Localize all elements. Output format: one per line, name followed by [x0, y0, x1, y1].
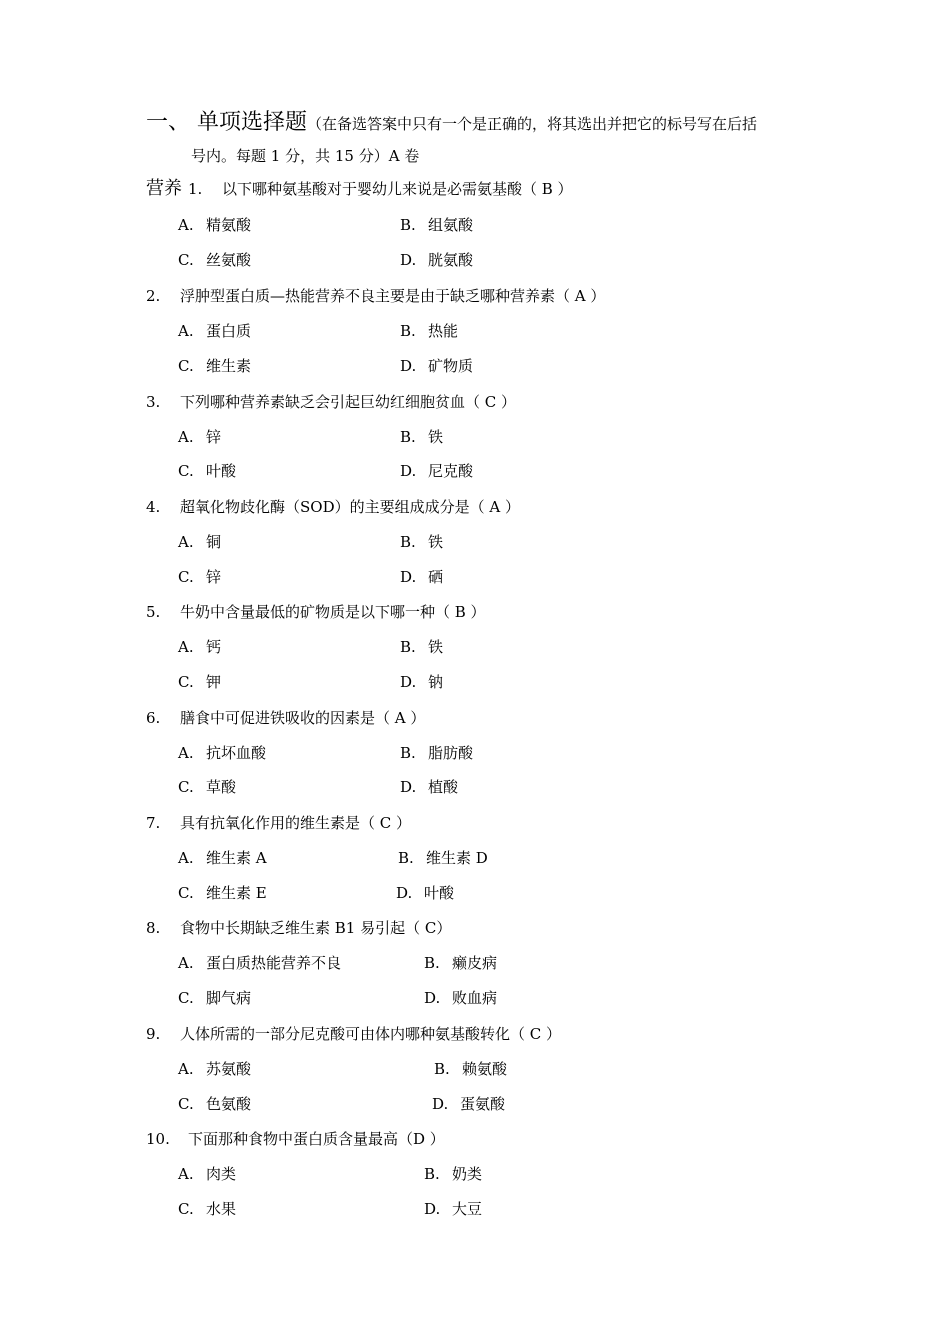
option-text: 色氨酸: [206, 1095, 252, 1113]
option-label: A.: [178, 322, 194, 340]
option-b: [400, 636, 443, 658]
question-number: 4.: [146, 498, 161, 516]
question-number: 5.: [146, 603, 161, 621]
question-9: [146, 1023, 561, 1045]
question-text: 食物中长期缺乏维生素 B1 易引起（ C）: [180, 919, 452, 937]
option-text: 脚气病: [206, 989, 252, 1007]
option-text: 维生素 D: [426, 849, 488, 867]
option-label: C.: [178, 673, 194, 691]
option-a: [178, 1058, 251, 1080]
option-a: [178, 742, 266, 764]
question-text: 浮肿型蛋白质—热能营养不良主要是由于缺乏哪种营养素（ A ）: [180, 287, 606, 305]
question-text: 具有抗氧化作用的维生素是（ C ）: [180, 814, 412, 832]
option-text: 铁: [428, 428, 444, 446]
option-b: [434, 1058, 507, 1080]
option-label: B.: [434, 1060, 450, 1078]
option-label: D.: [400, 357, 417, 375]
question-text: 下列哪种营养素缺乏会引起巨幼红细胞贫血（ C ）: [180, 393, 517, 411]
option-label: B.: [400, 744, 416, 762]
question-10: [146, 1128, 445, 1150]
section-title: 一、 单项选择题: [146, 110, 307, 135]
option-label: D.: [396, 884, 413, 902]
section-note-line2: 号内。每题 1 分，共 15 分）A 卷: [191, 147, 420, 165]
option-text: 钠: [428, 673, 444, 691]
option-a: [178, 531, 221, 553]
option-label: B.: [424, 954, 440, 972]
option-c: [178, 987, 251, 1009]
option-text: 尼克酸: [428, 462, 474, 480]
option-label: A.: [178, 428, 194, 446]
question-number: 1.: [188, 180, 203, 198]
option-label: A.: [178, 744, 194, 762]
question-7: [146, 812, 411, 834]
option-text: 水果: [206, 1200, 237, 1218]
question-number: 7.: [146, 814, 161, 832]
question-number: 10.: [146, 1130, 170, 1148]
option-c: [178, 671, 221, 693]
option-label: D.: [400, 251, 417, 269]
option-d: [400, 460, 473, 482]
option-label: A.: [178, 849, 194, 867]
option-label: B.: [400, 216, 416, 234]
option-label: A.: [178, 216, 194, 234]
option-c: [178, 249, 251, 271]
option-label: D.: [424, 1200, 441, 1218]
question-text: 膳食中可促进铁吸收的因素是（ A ）: [180, 709, 426, 727]
option-text: 苏氨酸: [206, 1060, 252, 1078]
option-label: D.: [424, 989, 441, 1007]
question-text: 牛奶中含量最低的矿物质是以下哪一种（ B ）: [180, 603, 486, 621]
option-label: B.: [400, 533, 416, 551]
option-a: [178, 426, 221, 448]
option-b: [400, 214, 473, 236]
option-text: 癞皮病: [452, 954, 498, 972]
option-label: C.: [178, 568, 194, 586]
option-label: C.: [178, 989, 194, 1007]
section-heading: [146, 108, 757, 139]
question-4: [146, 496, 520, 518]
option-text: 铁: [428, 638, 444, 656]
option-d: [400, 671, 443, 693]
option-label: A.: [178, 1060, 194, 1078]
option-a: [178, 1163, 236, 1185]
option-text: 精氨酸: [206, 216, 252, 234]
option-d: [400, 776, 458, 798]
option-a: [178, 214, 251, 236]
question-3: [146, 391, 516, 413]
option-text: 叶酸: [424, 884, 455, 902]
option-text: 败血病: [452, 989, 498, 1007]
option-a: [178, 320, 251, 342]
option-label: B.: [400, 638, 416, 656]
section-note-line1: （在备选答案中只有一个是正确的，将其选出并把它的标号写在后括: [307, 115, 758, 133]
question-number: 8.: [146, 919, 161, 937]
option-text: 赖氨酸: [462, 1060, 508, 1078]
option-text: 胱氨酸: [428, 251, 474, 269]
option-label: C.: [178, 462, 194, 480]
subject-prefix: 营养: [146, 178, 182, 199]
option-d: [396, 882, 454, 904]
option-text: 锌: [206, 428, 222, 446]
option-d: [400, 566, 443, 588]
option-text: 大豆: [452, 1200, 483, 1218]
option-c: [178, 776, 236, 798]
option-text: 植酸: [428, 778, 459, 796]
question-text: 以下哪种氨基酸对于婴幼儿来说是必需氨基酸（ B ）: [222, 180, 573, 198]
option-label: D.: [400, 462, 417, 480]
option-a: [178, 847, 267, 869]
option-text: 脂肪酸: [428, 744, 474, 762]
option-c: [178, 1093, 251, 1115]
option-a: [178, 636, 221, 658]
question-text: 下面那种食物中蛋白质含量最高（D ）: [188, 1130, 445, 1148]
option-label: C.: [178, 1200, 194, 1218]
option-text: 硒: [428, 568, 444, 586]
option-text: 维生素 E: [206, 884, 267, 902]
option-text: 钾: [206, 673, 222, 691]
option-b: [400, 742, 473, 764]
option-b: [400, 531, 443, 553]
option-text: 蛋白质: [206, 322, 252, 340]
option-label: B.: [424, 1165, 440, 1183]
option-label: B.: [400, 428, 416, 446]
option-text: 草酸: [206, 778, 237, 796]
option-c: [178, 566, 221, 588]
option-label: A.: [178, 638, 194, 656]
option-label: A.: [178, 533, 194, 551]
question-number: 9.: [146, 1025, 161, 1043]
option-a: [178, 952, 341, 974]
option-d: [424, 987, 497, 1009]
option-text: 铁: [428, 533, 444, 551]
option-text: 蛋氨酸: [460, 1095, 506, 1113]
option-text: 铜: [206, 533, 222, 551]
option-b: [400, 320, 458, 342]
option-text: 热能: [428, 322, 459, 340]
option-label: B.: [398, 849, 414, 867]
option-text: 钙: [206, 638, 222, 656]
option-label: C.: [178, 884, 194, 902]
option-d: [400, 249, 473, 271]
option-text: 组氨酸: [428, 216, 474, 234]
option-label: D.: [432, 1095, 449, 1113]
option-c: [178, 460, 236, 482]
question-2: [146, 285, 605, 307]
option-text: 维生素 A: [206, 849, 267, 867]
question-number: 6.: [146, 709, 161, 727]
option-c: [178, 355, 251, 377]
question-6: [146, 707, 425, 729]
option-label: C.: [178, 357, 194, 375]
option-label: C.: [178, 251, 194, 269]
option-text: 奶类: [452, 1165, 483, 1183]
option-label: B.: [400, 322, 416, 340]
question-8: [146, 917, 451, 939]
option-c: [178, 882, 267, 904]
option-b: [424, 952, 497, 974]
question-number: 2.: [146, 287, 161, 305]
option-b: [400, 426, 443, 448]
option-d: [432, 1093, 505, 1115]
option-text: 叶酸: [206, 462, 237, 480]
option-text: 丝氨酸: [206, 251, 252, 269]
question-text: 人体所需的一部分尼克酸可由体内哪种氨基酸转化（ C ）: [180, 1025, 562, 1043]
option-label: D.: [400, 778, 417, 796]
option-d: [400, 355, 473, 377]
question-1: [146, 178, 573, 200]
option-c: [178, 1198, 236, 1220]
option-label: C.: [178, 778, 194, 796]
option-d: [424, 1198, 482, 1220]
option-label: A.: [178, 1165, 194, 1183]
option-label: C.: [178, 1095, 194, 1113]
option-text: 矿物质: [428, 357, 474, 375]
question-5: [146, 601, 486, 623]
option-text: 维生素: [206, 357, 252, 375]
question-text: 超氧化物歧化酶（SOD）的主要组成成分是（ A ）: [180, 498, 520, 516]
option-text: 蛋白质热能营养不良: [206, 954, 342, 972]
option-label: D.: [400, 673, 417, 691]
option-text: 肉类: [206, 1165, 237, 1183]
option-text: 锌: [206, 568, 222, 586]
option-b: [398, 847, 488, 869]
option-label: A.: [178, 954, 194, 972]
option-text: 抗坏血酸: [206, 744, 267, 762]
option-label: D.: [400, 568, 417, 586]
question-number: 3.: [146, 393, 161, 411]
option-b: [424, 1163, 482, 1185]
